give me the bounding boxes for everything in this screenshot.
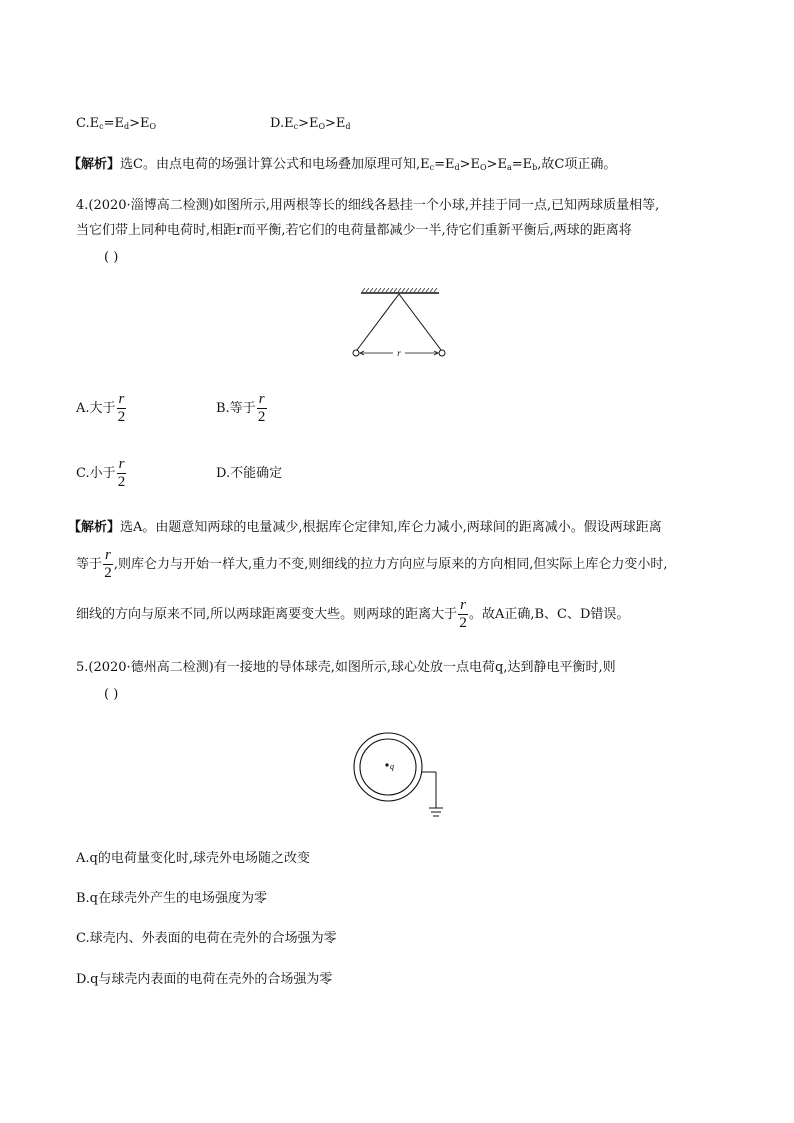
q4-pendulum-diagram (345, 288, 455, 364)
q4-analysis-line3: 细线的方向与原来不同,所以两球距离要变大些。则两球的距离大于 $\frac{r}{2}$ 。故A正确,B、C、D错误。 (76, 597, 630, 631)
fraction-r-over-2: $\frac{r}{2}$ (104, 547, 112, 581)
distance-label: r (397, 348, 401, 358)
q4-option-d: D.不能确定 (216, 466, 283, 481)
q5-option-d: D.q与球壳内表面的电荷在壳外的合场强为零 (76, 972, 333, 987)
q5-spherical-shell-diagram (350, 728, 450, 822)
q3-analysis: 【解析】选C。由点电荷的场强计算公式和电场叠加原理可知$,E_c=E_d>E_O>E_a=E_b$,故C项正确。 (68, 157, 617, 172)
analysis-tag: 【解析】 (68, 157, 121, 172)
q4-option-b: B.等于 $\frac{r}{2}$ (216, 391, 266, 425)
q4-option-a: A.大于 $\frac{r}{2}$ (76, 391, 126, 425)
q5-option-c: C.球壳内、外表面的电荷在壳外的合场强为零 (76, 931, 337, 946)
q5-option-b: B.q在球壳外产生的电场强度为零 (76, 891, 268, 906)
q4-analysis-line2: 等于 $\frac{r}{2}$ ,则库仑力与开始一样大,重力不变,则细线的拉力方向应与原来的方向相同,但实际上库仑力变小时, (76, 547, 668, 581)
fraction-r-over-2: $\frac{r}{2}$ (257, 391, 266, 425)
ceiling-hatch (362, 288, 437, 292)
analysis-tag: 【解析】 (68, 520, 121, 535)
right-ball (439, 350, 445, 356)
fraction-r-over-2: $\frac{r}{2}$ (117, 456, 126, 490)
point-charge (385, 763, 388, 766)
q5-option-a: A.q的电荷量变化时,球壳外电场随之改变 (76, 851, 310, 866)
q4-option-c: C.小于 $\frac{r}{2}$ (76, 456, 126, 490)
q4-analysis-line1: 【解析】选A。由题意知两球的电量减少,根据库仑定律知,库仑力减小,两球间的距离减小。假设两球距离 (68, 520, 662, 535)
left-thread (357, 294, 399, 350)
fraction-r-over-2: $\frac{r}{2}$ (459, 597, 467, 631)
charge-label: q (390, 762, 394, 771)
q4-answer-blank: ( ) (104, 250, 119, 265)
q5-answer-blank: ( ) (104, 687, 119, 702)
right-thread (399, 294, 441, 350)
q3-option-c: $C.E_c=E_d>E_O$ (76, 116, 157, 131)
q5-stem-line1: 5.(2020·德州高二检测)有一接地的导体球壳,如图所示,球心处放一点电荷q,达到静电平衡时,则 (76, 660, 616, 675)
fraction-r-over-2: $\frac{r}{2}$ (117, 391, 126, 425)
q3-option-d: $D.E_c>E_O>E_d$ (270, 116, 351, 131)
shell-outer-surface (354, 733, 422, 801)
q4-stem-line2: 当它们带上同种电荷时,相距r而平衡,若它们的电荷量都减少一半,待它们重新平衡后,两球的距离将 (76, 223, 632, 238)
q4-stem-line1: 4.(2020·淄博高二检测)如图所示,用两根等长的细线各悬挂一个小球,并挂于同一点,已知两球质量相等, (76, 198, 660, 213)
shell-inner-surface (360, 739, 416, 795)
left-ball (353, 350, 359, 356)
